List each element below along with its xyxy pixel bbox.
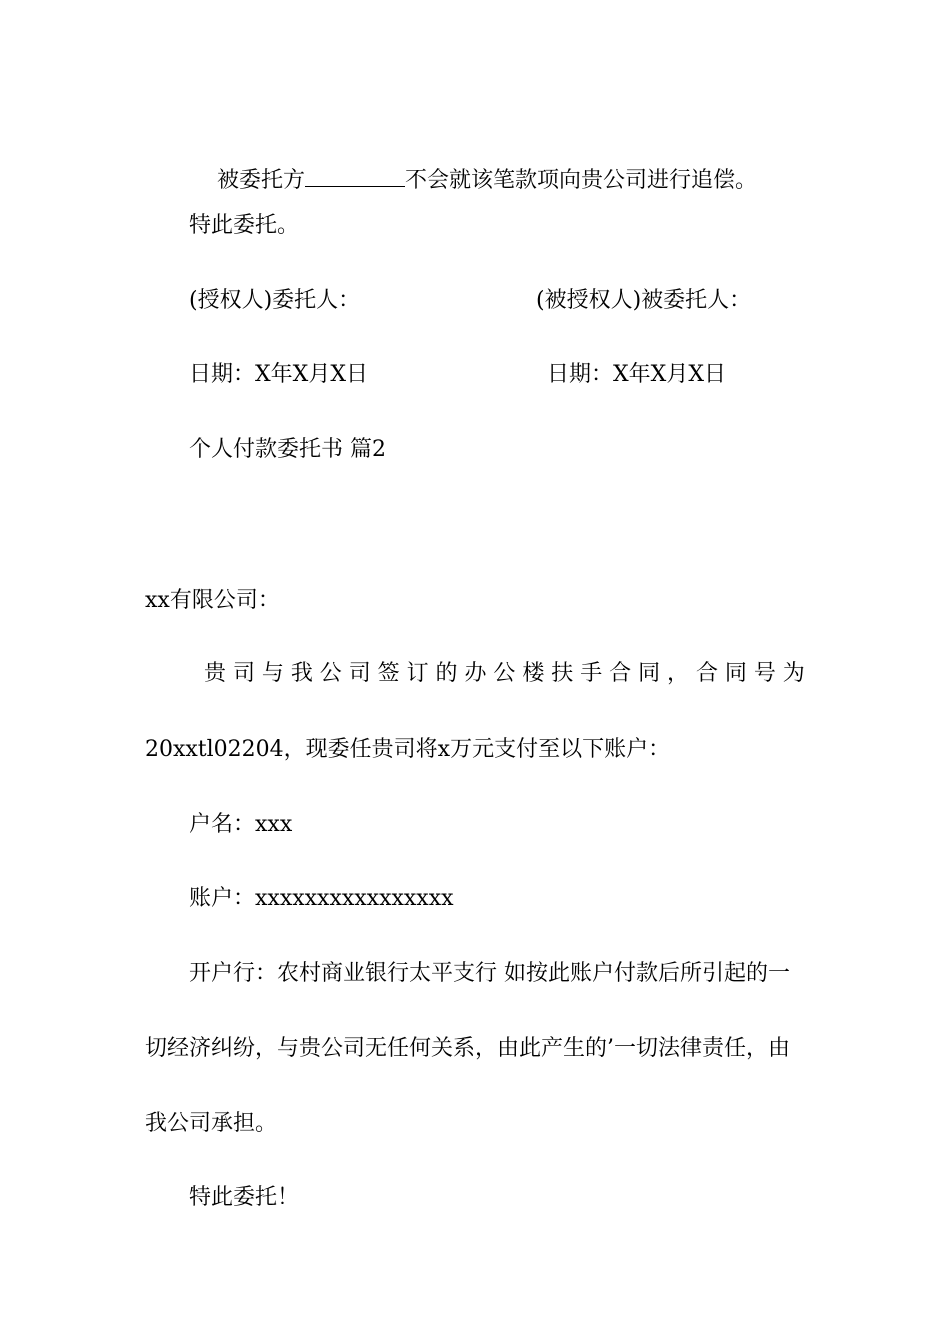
body-line1-char: 合 [695, 661, 718, 686]
waiver-text-after: 不会就该笔款项向贵公司进行追偿。 [405, 168, 758, 193]
body-line1-char: 为 [782, 661, 805, 686]
closing-hereby-authorize: 特此委托！ [189, 1185, 300, 1210]
body-line1-char: 订 [406, 661, 429, 686]
signature-principal-label: (授权人)委托人： [189, 288, 361, 313]
date-agent: 日期：X年X月X日 [547, 362, 726, 387]
body-line1-char: 同 [638, 661, 661, 686]
body-line1-char: 楼 [522, 661, 545, 686]
signature-agent-label: (被授权人)被委托人： [536, 288, 752, 313]
blank-underline [305, 168, 405, 187]
body-paragraph-line1 [204, 659, 805, 689]
body-line1-char: 号 [753, 661, 776, 686]
bank-paragraph-line2: 切经济纠纷，与贵公司无任何关系，由此产生的’一切法律责任，由 [145, 1036, 790, 1061]
body-line1-char: 司 [232, 661, 255, 686]
body-paragraph-line2: 20xxtl02204，现委任贵司将x万元支付至以下账户： [145, 737, 671, 762]
date-principal: 日期：X年X月X日 [189, 362, 368, 387]
body-line1-char: 贵 [204, 661, 227, 686]
paragraph-hereby-authorize: 特此委托。 [189, 213, 300, 238]
body-line1-char: 我 [290, 661, 313, 686]
body-line1-char: 公 [493, 661, 516, 686]
body-line1-char: 手 [580, 661, 603, 686]
body-line1-char: 扶 [551, 661, 574, 686]
body-line1-char: 的 [435, 661, 458, 686]
account-number: 账户：xxxxxxxxxxxxxxxx [189, 886, 454, 911]
body-line1-char: ， [667, 661, 690, 686]
bank-paragraph-line1: 开户行：农村商业银行太平支行 如按此账户付款后所引起的一 [189, 961, 790, 986]
waiver-text-before: 被委托方 [216, 168, 305, 193]
body-line1-char: 办 [464, 661, 487, 686]
bank-paragraph-line3: 我公司承担。 [145, 1111, 278, 1136]
body-line1-char: 同 [724, 661, 747, 686]
body-line1-char: 与 [261, 661, 284, 686]
body-line1-char: 合 [609, 661, 632, 686]
account-name: 户名：xxx [189, 812, 293, 837]
body-line1-char: 司 [348, 661, 371, 686]
addressee: xx有限公司： [145, 588, 280, 613]
section-title: 个人付款委托书 篇2 [189, 437, 386, 462]
body-line1-char: 公 [319, 661, 342, 686]
body-line1-char: 签 [377, 661, 400, 686]
